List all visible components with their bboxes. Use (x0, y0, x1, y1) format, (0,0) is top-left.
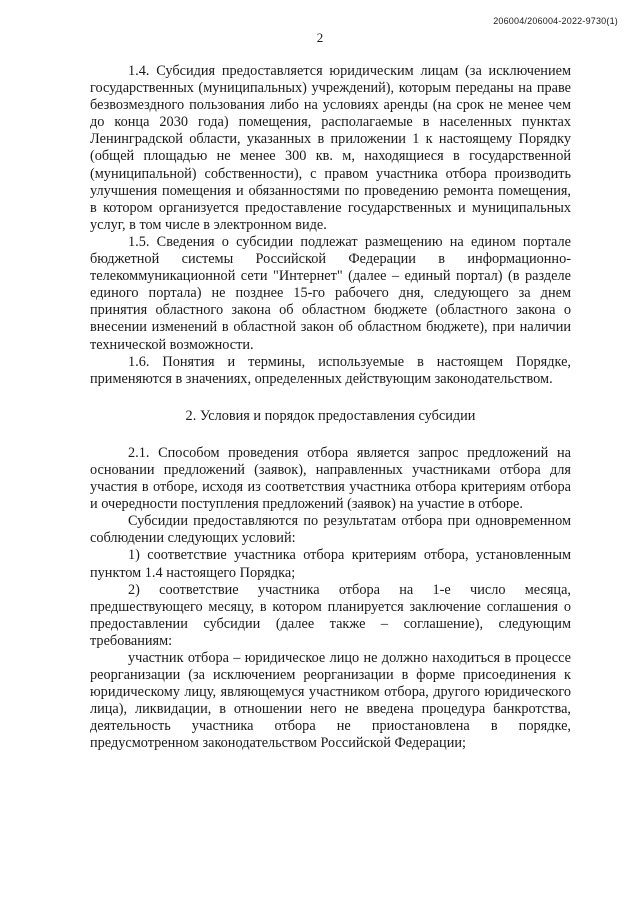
condition-2: 2) соответствие участника отбора на 1-е число месяца, предшествующего месяцу, в котором планируется заключение соглашения о предоставлении субсидии (далее также – соглашение), следующим требованиям: (90, 581, 571, 649)
paragraph-subsidies-conditions: Субсидии предоставляются по результатам отбора при одновременном соблюдении следующих условий: (90, 513, 571, 547)
page-number: 2 (316, 30, 324, 45)
document-body (90, 63, 571, 753)
paragraph-2-1: 2.1. Способом проведения отбора является запрос предложений на основании предложений (заявок), направленных участниками отбора для участия в отборе, исходя из соответствия участника отбора критериям отбора и очередности поступления предложений (заявок) на участие в отборе. (90, 444, 571, 513)
paragraph-1-4: 1.4. Субсидия предоставляется юридическим лицам (за исключением государственных (муниципальных) учреждений), которым переданы на праве безвозмездного пользования либо на условиях аренды (на срок не менее чем до конца 2030 года) помещения, располагаемые в населенных пунктах Ленинградской области, указанных в приложении 1 к настоящему Порядку (общей площадью не менее 300 кв. м, находящиеся в государственной (муниципальной) собственности), с правом участника отбора производить улучшения помещения и обязанностями по проведению ремонта помещения, в котором организуется предоставление государственных и муниципальных услуг, в том числе в электронном виде. (90, 63, 571, 233)
paragraph-1-5: 1.5. Сведения о субсидии подлежат размещению на едином портале бюджетной системы Российской Федерации в информационно-телекоммуникационной сети "Интернет" (далее – единый портал) (в разделе единого портала) не позднее 15-го рабочего дня, следующего за днем принятия областного закона об областном бюджете (областного закона о внесении изменений в областной закон об областном бюджете), при наличии технической возможности. (90, 233, 571, 353)
condition-1: 1) соответствие участника отбора критериям отбора, установленным пунктом 1.4 настоящего Порядка; (90, 547, 571, 581)
paragraph-1-6: 1.6. Понятия и термины, используемые в настоящем Порядке, применяются в значениях, определенных действующим законодательством. (90, 353, 571, 387)
document-id: 206004/206004-2022-9730(1) (493, 16, 618, 26)
requirement-1: участник отбора – юридическое лицо не должно находиться в процессе реорганизации (за исключением реорганизации в форме присоединения к юридическому лицу, являющемуся участником отбора, другого юридического лица), ликвидации, в отношении него не введена процедура банкротства, деятельность участника отбора не приостановлена в порядке, предусмотренном законодательством Российской Федерации; (90, 650, 571, 752)
section-2-heading: 2. Условия и порядок предоставления субсидии (185, 407, 476, 424)
